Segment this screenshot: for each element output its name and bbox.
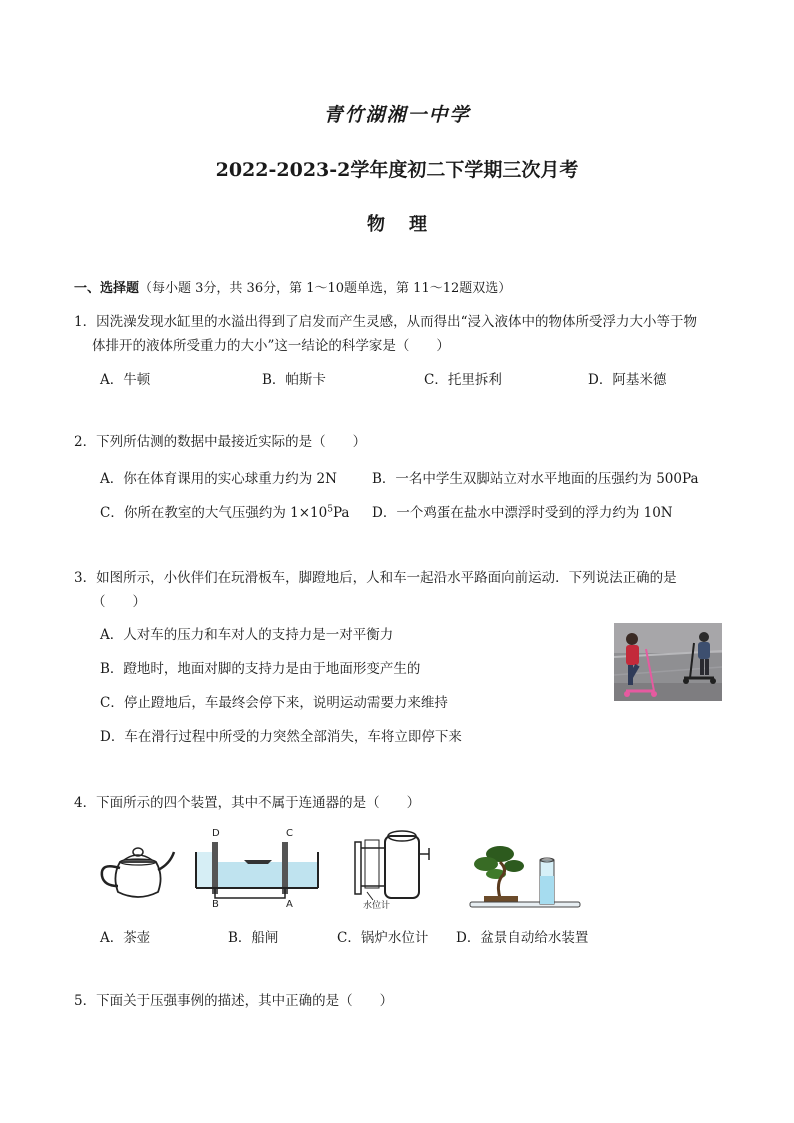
question-2-stem: 2．下列所估测的数据中最接近实际的是（ ） <box>74 434 367 450</box>
question-3-stem-line1: 3．如图所示，小伙伴们在玩滑板车，脚蹬地后，人和车一起沿水平路面向前运动．下列说法正确的是 <box>74 570 677 586</box>
question-2-option-d: D．一个鸡蛋在盐水中漂浮时受到的浮力约为 10N <box>372 505 673 521</box>
question-3-option-a: A．人对车的压力和车对人的支持力是一对平衡力 <box>100 627 394 643</box>
question-2-option-c <box>100 501 349 521</box>
section-heading <box>74 277 511 296</box>
bonsai-watering-figure <box>466 840 584 910</box>
section-desc: （每小题 3分，共 36分，第 1～10题单选，第 11～12题双选） <box>139 281 512 296</box>
question-1-option-a: A．牛顿 <box>100 372 151 388</box>
question-2-option-c-unit: Pa <box>332 505 350 521</box>
question-2-option-a: A．你在体育课用的实心球重力约为 2N <box>100 471 337 487</box>
question-1-option-b: B．帕斯卡 <box>262 372 326 388</box>
ship-lock-figure <box>194 826 324 908</box>
question-1-option-d: D．阿基米德 <box>588 372 667 388</box>
question-1-stem-line1: 1．因洗澡发现水缸里的水溢出得到了启发而产生灵感，从而得出“浸入液体中的物体所受浮力大小等于物 <box>74 314 697 330</box>
school-name: 青竹湖湘一中学 <box>323 104 471 126</box>
question-4-stem: 4．下面所示的四个装置，其中不属于连通器的是（ ） <box>74 795 421 811</box>
question-3-stem-line2: （ ） <box>92 594 146 610</box>
exam-title: 2022-2023-2学年度初二下学期三次月考 <box>215 159 579 181</box>
question-3-option-d: D．车在滑行过程中所受的力突然全部消失，车将立即停下来 <box>100 729 462 745</box>
question-4-option-b: B．船闸 <box>228 930 279 946</box>
question-4-option-c: C．锅炉水位计 <box>337 930 429 946</box>
scooter-photo <box>614 623 722 701</box>
question-5-stem: 5．下面关于压强事例的描述，其中正确的是（ ） <box>74 993 394 1009</box>
ship-lock-label-b: B <box>212 899 219 908</box>
question-3-option-b: B．蹬地时，地面对脚的支持力是由于地面形变产生的 <box>100 661 421 677</box>
question-1-option-c: C．托里拆利 <box>424 372 502 388</box>
subject-title: 物理 <box>367 214 451 235</box>
boiler-gauge-label: 水位计 <box>363 901 391 911</box>
question-3-option-c: C．停止蹬地后，车最终会停下来，说明运动需要力来维持 <box>100 695 448 711</box>
question-2-option-c-text: C．你所在教室的大气压强约为 1×10 <box>100 505 328 521</box>
question-2-option-c-exponent: 5 <box>327 504 333 515</box>
ship-lock-label-c: C <box>286 828 293 839</box>
ship-lock-label-a: A <box>286 899 293 908</box>
ship-lock-label-d: D <box>212 828 220 839</box>
question-4-option-a: A．茶壶 <box>100 930 151 946</box>
boiler-gauge-figure <box>345 828 437 912</box>
teapot-figure <box>98 846 176 906</box>
section-name: 一、选择题 <box>74 281 140 296</box>
question-4-option-d: D．盆景自动给水装置 <box>456 930 589 946</box>
question-2-option-b: B．一名中学生双脚站立对水平地面的压强约为 500Pa <box>372 471 699 487</box>
question-1-stem-line2: 体排开的液体所受重力的大小”这一结论的科学家是（ ） <box>92 338 450 354</box>
